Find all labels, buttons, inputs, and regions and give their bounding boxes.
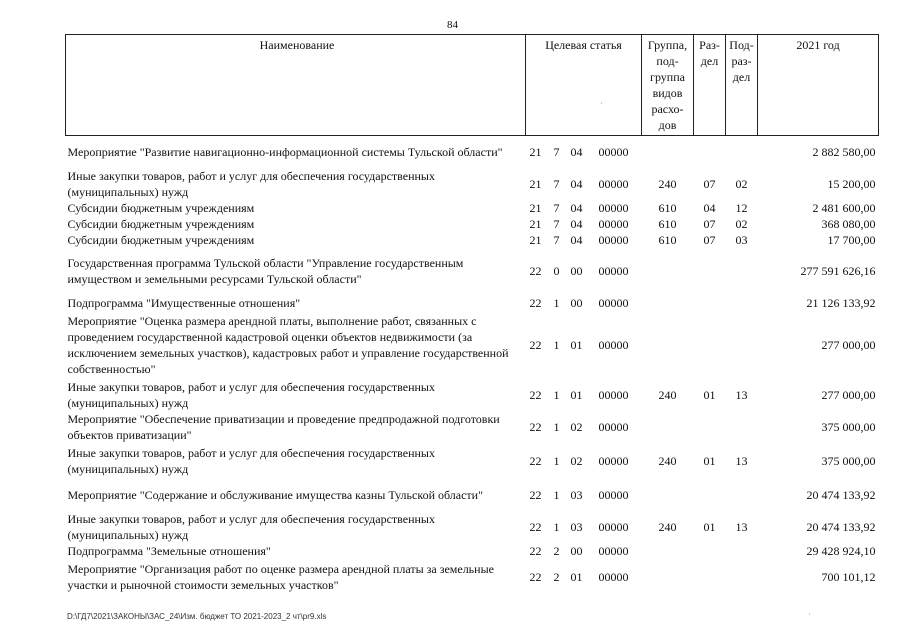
header-section: Раз-дел xyxy=(694,35,726,136)
subsection-cell: 13 xyxy=(735,453,748,468)
table-row xyxy=(66,216,879,232)
row-name: Иные закупки товаров, работ и услуг для обеспечения государственных (муниципальных) нужд xyxy=(67,511,435,542)
code-d: 00000 xyxy=(598,216,629,231)
code-d: 00000 xyxy=(598,419,629,434)
code-b: 1 xyxy=(553,453,560,468)
section-cell xyxy=(694,295,726,311)
budget-table xyxy=(65,34,879,595)
amount-cell: 277 591 626,16 xyxy=(800,264,876,278)
code-d: 00000 xyxy=(598,264,629,278)
group-cell: 240 xyxy=(658,453,677,468)
amount-cell: 700 101,12 xyxy=(821,569,876,584)
scan-dot: · xyxy=(808,610,811,619)
row-name: Субсидии бюджетным учреждениям xyxy=(67,232,255,247)
amount-cell: 20 474 133,92 xyxy=(806,519,876,534)
row-name: Мероприятие "Обеспечение приватизации и проведение предпродажной подготовки объектов приватизации" xyxy=(67,411,500,442)
code-a: 22 xyxy=(529,453,542,468)
table-row xyxy=(66,443,879,479)
code-c: 02 xyxy=(570,419,583,434)
section-cell xyxy=(694,311,726,379)
group-cell xyxy=(642,136,694,168)
amount-cell: 29 428 924,10 xyxy=(806,543,876,558)
group-cell: 610 xyxy=(658,200,677,215)
amount-cell: 21 126 133,92 xyxy=(806,295,876,310)
header-year: 2021 год xyxy=(758,35,879,136)
row-name: Мероприятие "Развитие навигационно-информационной системы Тульской области" xyxy=(67,144,503,159)
code-c: 00 xyxy=(570,543,583,558)
code-b: 1 xyxy=(553,387,560,402)
scan-dot: · xyxy=(600,99,603,108)
group-cell: 240 xyxy=(658,519,677,534)
code-d: 00000 xyxy=(598,232,629,247)
table-row xyxy=(66,559,879,595)
amount-cell: 368 080,00 xyxy=(821,216,876,231)
code-c: 00 xyxy=(570,295,583,310)
code-d: 00000 xyxy=(598,569,629,584)
page-number: 84 xyxy=(447,19,458,31)
code-a: 22 xyxy=(529,295,542,310)
amount-cell: 20 474 133,92 xyxy=(806,487,876,502)
code-a: 22 xyxy=(529,543,542,558)
code-c: 00 xyxy=(570,264,583,278)
subsection-cell xyxy=(726,479,758,511)
amount-cell: 277 000,00 xyxy=(821,337,876,352)
section-cell: 01 xyxy=(703,519,716,534)
code-c: 01 xyxy=(570,569,583,584)
table-row xyxy=(66,168,879,200)
amount-cell: 375 000,00 xyxy=(821,453,876,468)
group-cell xyxy=(642,559,694,595)
subsection-cell: 02 xyxy=(735,176,748,191)
code-b: 7 xyxy=(553,200,560,215)
subsection-cell xyxy=(726,295,758,311)
group-cell xyxy=(642,295,694,311)
amount-cell: 277 000,00 xyxy=(821,387,876,402)
group-cell: 610 xyxy=(658,232,677,247)
subsection-cell xyxy=(726,559,758,595)
group-cell xyxy=(642,543,694,559)
code-b: 0 xyxy=(553,264,560,278)
amount-cell: 2 481 600,00 xyxy=(812,200,876,215)
subsection-cell xyxy=(726,136,758,168)
code-b: 2 xyxy=(553,569,560,584)
subsection-cell xyxy=(726,411,758,443)
table-row xyxy=(66,543,879,559)
section-cell: 04 xyxy=(703,200,716,215)
row-name: Субсидии бюджетным учреждениям xyxy=(67,200,255,215)
group-cell xyxy=(642,248,694,295)
footer-file-path: D:\ГД7\2021\ЗАКОНЫ\ЗАС_24\Изм. бюджет ТО 2021-2023_2 чт\pr9.xls xyxy=(67,612,327,621)
row-name: Государственная программа Тульской области "Управление государственным имуществом и земельными ресурсами Тульской области" xyxy=(67,256,464,286)
code-c: 04 xyxy=(570,144,583,159)
code-b: 7 xyxy=(553,216,560,231)
header-subsection: Под-раз-дел xyxy=(726,35,758,136)
subsection-cell xyxy=(726,248,758,295)
group-cell: 240 xyxy=(658,387,677,402)
code-c: 01 xyxy=(570,387,583,402)
amount-cell: 2 882 580,00 xyxy=(812,144,876,159)
code-a: 22 xyxy=(529,487,542,502)
code-a: 21 xyxy=(529,216,542,231)
section-cell: 07 xyxy=(703,176,716,191)
code-d: 00000 xyxy=(598,543,629,558)
row-name: Подпрограмма "Имущественные отношения" xyxy=(67,295,301,310)
amount-cell: 17 700,00 xyxy=(827,232,876,247)
code-b: 1 xyxy=(553,337,560,352)
code-d: 00000 xyxy=(598,337,629,352)
code-d: 00000 xyxy=(598,295,629,310)
section-cell: 07 xyxy=(703,216,716,231)
code-c: 01 xyxy=(570,337,583,352)
code-b: 7 xyxy=(553,232,560,247)
row-name: Иные закупки товаров, работ и услуг для обеспечения государственных (муниципальных) нужд xyxy=(67,445,435,476)
code-a: 21 xyxy=(529,232,542,247)
code-b: 7 xyxy=(553,144,560,159)
code-c: 04 xyxy=(570,232,583,247)
code-c: 04 xyxy=(570,176,583,191)
subsection-cell: 13 xyxy=(735,519,748,534)
group-cell xyxy=(642,311,694,379)
row-name: Мероприятие "Организация работ по оценке размера арендной платы за земельные участки и рыночной стоимости земельных участков" xyxy=(67,561,494,592)
row-name: Мероприятие "Оценка размера арендной платы, выполнение работ, связанных с проведением государственной кадастровой оценки объектов недвижимости (за исключением земельных участков), кадастровых работ и управление государственной собственностью" xyxy=(67,313,509,376)
code-d: 00000 xyxy=(598,519,629,534)
section-cell xyxy=(694,136,726,168)
code-a: 22 xyxy=(529,519,542,534)
row-name: Мероприятие "Содержание и обслуживание имущества казны Тульской области" xyxy=(67,487,483,502)
code-d: 00000 xyxy=(598,487,629,502)
code-d: 00000 xyxy=(598,200,629,215)
section-cell xyxy=(694,543,726,559)
table-row xyxy=(66,295,879,311)
subsection-cell xyxy=(726,543,758,559)
table-row xyxy=(66,311,879,379)
subsection-cell: 02 xyxy=(735,216,748,231)
code-c: 02 xyxy=(570,453,583,468)
row-name: Подпрограмма "Земельные отношения" xyxy=(67,543,271,558)
code-b: 1 xyxy=(553,519,560,534)
section-cell xyxy=(694,559,726,595)
code-b: 1 xyxy=(553,295,560,310)
section-cell xyxy=(694,411,726,443)
code-c: 03 xyxy=(570,519,583,534)
section-cell: 07 xyxy=(703,232,716,247)
code-b: 2 xyxy=(553,543,560,558)
subsection-cell: 13 xyxy=(735,387,748,402)
subsection-cell xyxy=(726,311,758,379)
amount-cell: 375 000,00 xyxy=(821,419,876,434)
section-cell: 01 xyxy=(703,387,716,402)
table-row xyxy=(66,136,879,168)
code-a: 21 xyxy=(529,200,542,215)
group-cell xyxy=(642,411,694,443)
code-a: 22 xyxy=(529,264,542,278)
header-group: Группа, под-группа видов расхо-дов xyxy=(642,35,694,136)
table-header-row xyxy=(66,35,879,136)
section-cell: 01 xyxy=(703,453,716,468)
table-row xyxy=(66,411,879,443)
code-d: 00000 xyxy=(598,453,629,468)
table-row xyxy=(66,479,879,511)
code-c: 04 xyxy=(570,216,583,231)
subsection-cell: 03 xyxy=(735,232,748,247)
amount-cell: 15 200,00 xyxy=(827,176,876,191)
code-d: 00000 xyxy=(598,387,629,402)
code-d: 00000 xyxy=(598,144,629,159)
code-a: 22 xyxy=(529,337,542,352)
row-name: Иные закупки товаров, работ и услуг для обеспечения государственных (муниципальных) нужд xyxy=(67,379,435,410)
code-a: 21 xyxy=(529,144,542,159)
code-b: 1 xyxy=(553,419,560,434)
table-row xyxy=(66,511,879,543)
table-row xyxy=(66,232,879,248)
table-row xyxy=(66,379,879,411)
code-a: 22 xyxy=(529,387,542,402)
row-name: Субсидии бюджетным учреждениям xyxy=(67,216,255,231)
row-name: Иные закупки товаров, работ и услуг для обеспечения государственных (муниципальных) нужд xyxy=(67,168,435,199)
code-c: 03 xyxy=(570,487,583,502)
group-cell xyxy=(642,479,694,511)
code-c: 04 xyxy=(570,200,583,215)
table-row xyxy=(66,200,879,216)
group-cell: 610 xyxy=(658,216,677,231)
table-row xyxy=(66,248,879,295)
code-a: 22 xyxy=(529,419,542,434)
code-b: 7 xyxy=(553,176,560,191)
group-cell: 240 xyxy=(658,176,677,191)
header-target-article: Целевая статья xyxy=(526,35,642,136)
subsection-cell: 12 xyxy=(735,200,748,215)
code-a: 22 xyxy=(529,569,542,584)
code-d: 00000 xyxy=(598,176,629,191)
code-a: 21 xyxy=(529,176,542,191)
section-cell xyxy=(694,479,726,511)
code-b: 1 xyxy=(553,487,560,502)
section-cell xyxy=(694,248,726,295)
table-body xyxy=(66,136,879,595)
header-name: Наименование xyxy=(66,35,526,136)
